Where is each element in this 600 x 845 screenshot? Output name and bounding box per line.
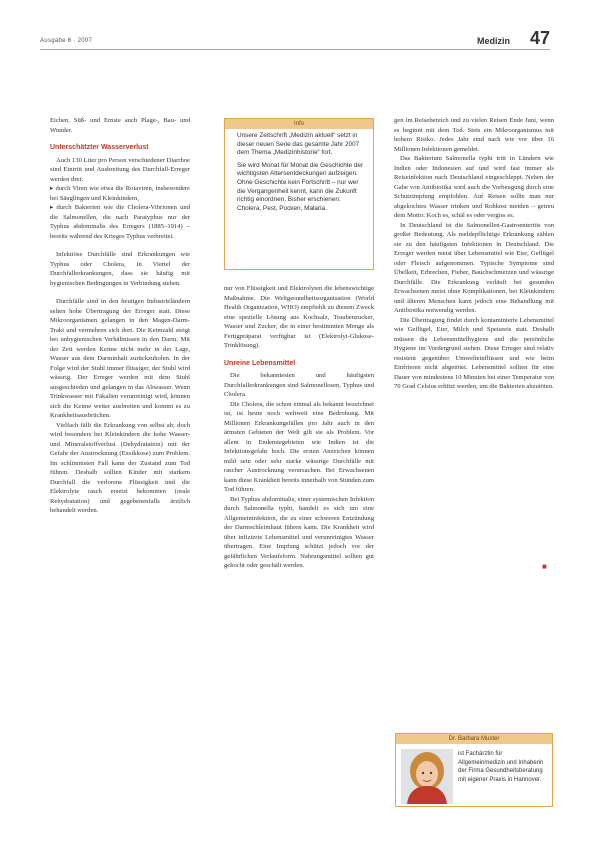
bullet-item: ▸ durch Bakterien wie die Cholera-Vibrionen und die Salmonellen, die nach Paratyphus nur der Typhus abdominalis des Erregers (1885–1914) – bereits während des Krieges Typhus verbreitet.	[50, 204, 190, 240]
info-paragraph: Sie wird Monat für Monat die Geschichte der wichtigsten Altersentdeckungen aufzeigen. Ohne Geschichte kein Fortschritt – nur wer die Vergangenheit kennt, kann die Zukunft richtig einordnen. Bisher erschienen: Cholera, Pest, Pocken, Malaria.	[237, 161, 364, 212]
column-2	[224, 284, 374, 571]
column-1	[50, 116, 190, 516]
paragraph: Durchfälle sind in den heutigen Industrieländern selten hohe Übertragung der Erreger statt. Diese Mikroorganismen gelangen in den Magen-Darm-Trakt und vermehren sich dort. Die Keimzahl steigt bei unhygienischen Verhältnissen in den Darm. Mit der Zeit werden Keime nicht mehr in der Lage, Wasser aus dem Darminhalt zurückzuholen. In der Folge wird der Stuhl immer flüssiger, der Stuhl wird wässrig. Der Erreger werden mit dem Stuhl ausgeschieden und gelangen in das Abwasser. Wenn Trinkwasser mit Fäkalien verunreinigt wird, können sich die Keime weiter ausbreiten und kommt es zu Krankheitsausbrüchen.	[50, 298, 190, 419]
heading-water-loss: Unterschätzter Wasserverlust	[50, 144, 149, 151]
paragraph: In Deutschland ist die Salmonellen-Gastroenteritis von großer Bedeutung. Als meldepflichtige Erkrankung zählen sie zu den häufigsten Infektionen in Deutschland. Die Erreger werden meist über Lebensmittel wie Eier, Geflügel oder Fleisch aufgenommen. Typische Symptome sind Übelkeit, Erbrechen, Fieber, Bauchschmerzen und wässrige Durchfälle. Die Erkrankung verläuft bei gesunden Erwachsenen meist ohne Komplikationen, bei Kleinkindern und älteren Menschen kann jedoch eine Behandlung mit Antibiotika notwendig werden.	[394, 221, 554, 314]
author-portrait	[401, 749, 453, 804]
paragraph: Infektiöse Durchfälle sind Erkrankungen wie Typhus oder Cholera, in Viertel der Durchfallerkrankungen, dass sie häufig mit hygienischen Bedingungen in Verbindung stehen.	[50, 251, 190, 287]
author-bio: ist Fachärztin für Allgemeinmedizin und Inhaberin der Firma Gesundheitsberatung mit eigener Praxis in Hannover.	[458, 751, 544, 783]
paragraph: Die bekanntesten und häufigsten Durchfallerkrankungen sind Salmonellosen, Typhus und Cholera.	[224, 372, 374, 398]
paragraph: Die Cholera, die schon einmal als bekannt bezeichnet ist, ist heute noch weltweit eine Bedrohung. Mit Millionen Erkrankungsfällen pro Jahr auch in den ärmsten Gebieten der Welt gilt sie als Problem. Vor allem in Endemiegebieten wie Indien ist die Infektionsgefahr hoch. Die ersten Anzeichen können mild sein oder sehr starke wässrige Durchfälle mit rascher Austrocknung verursachen. Bei Erwachsenen kann diese Krankheit bereits innerhalb von Stunden zum Tod führen.	[224, 400, 374, 493]
heading-impure-food: Unreine Lebensmittel	[224, 359, 296, 367]
bullet-item: ▸ durch Viren wie etwa die Rotaviren, insbesondere bei Säuglingen und Kleinkindern,	[50, 185, 190, 202]
info-box	[224, 118, 374, 270]
page-header	[40, 30, 550, 50]
paragraph: Auch 130 Liter pro Person verschiedener Diarrhoe sind Eintritt und Ausbreitung des Durchfall-Erreger werden drei:	[50, 156, 190, 183]
paragraph: nur von Flüssigkeit und Elektrolyten die lebenswichtige Maßnahme. Die Weltgesundheitsorganisation (World Health Organization, WHO) empfiehlt zu diesem Zweck eine spezielle Lösung aus Kochsalz, Traubenzucker, Wasser und Zucker, die in einer bestimmten Menge als Fertigpräparat verfügbar ist (Elektrolyt-Glukose-Trinklösung).	[224, 285, 374, 349]
page-number: 47	[529, 28, 550, 48]
author-box	[395, 733, 553, 807]
paragraph: Bei Typhus abdominalis, einer systemischen Infektion durch Salmonella typhi, handelt es sich um eine Allgemeininfektion, die zu einer schweren Entzündung der Darmschleimhaut führen kann. Die Krankheit wird über infizierte Lebensmittel und verunreinigtes Wasser übertragen. Eine Impfung schützt jedoch vor der gefährlichen Verlaufsform. Nahrungsmittel sollten gut gekocht oder geschält werden.	[224, 495, 374, 569]
info-paragraph: Unsere Zeitschrift „Medizin aktuell“ setzt in dieser neuen Serie das gesamte Jahr 2007 dem Thema „Medizinhistorie“ fort.	[237, 132, 360, 157]
info-box-title: Info	[225, 119, 373, 129]
portrait-illustration	[401, 749, 453, 804]
column-3	[394, 116, 554, 392]
paragraph: Das Bakterium Salmonella typhi tritt in Ländern wie Indien oder Indonesien auf und wird fast immer als Reiseinfektion nach Deutschland eingeschleppt. Neben der Gabe von Antibiotika wird auch die Vorbeugung durch eine Schutzimpfung empfohlen. Auf Reisen sollte man nur abgekochtes Wasser trinken und Rohkost meiden – getreu dem Motto: Koch es, schäl es oder vergiss es.	[394, 155, 554, 219]
paragraph: gen im Reisebereich und zu vielen Reisen Ende Juni, wenn es beginnt mit dem Tod. Stets ein Mikroorganismus mit hohem Risiko. Jedes Jahr sind nach wie vor über 16 Millionen Infektionen gemeldet.	[394, 117, 554, 153]
issue-date: Ausgabe 6 · 2007	[40, 38, 93, 44]
header-divider	[40, 49, 550, 50]
article-end-marker: ■	[542, 562, 547, 571]
intro-text: Eichen, Süß- und Ernste auch Plage-, Bau- und Wunder.	[50, 117, 190, 134]
paragraph: Die Übertragung findet durch kontaminierte Lebensmittel wie Geflügel, Eier, Milch und Speiseeis statt. Deshalb müssen die Lebensmittelhygiene und die persönliche Hygiene im Vordergrund stehen. Diese Erreger sind relativ resistent gegenüber Umwelteinflüssen und wie beim Einfrieren nicht abgetötet. Lebensmittel sollten für eine Dauer von mindestens 10 Minuten bei einer Temperatur von 70 Grad Celsius erhitzt werden, um die Bakterien abzutöten.	[394, 316, 554, 390]
paragraph: Vielfach fällt die Erkrankung von selbst ab; doch wird besonders bei Kleinkindern die hohe Wasser- und Mineralstoffverlust (Dehydratation) mit der Gefahr der Austrocknung (Exsikkose) zum Problem. Im schlimmsten Fall kann der Zustand zum Tod führen. Deshalb sollten Kinder mit starkem Durchfall die verlorene Flüssigkeit und die Elektrolyte rasch ersetzt bekommen (orale Rehydratation) und gegebenenfalls ärztlich behandelt werden.	[50, 421, 190, 514]
author-name: Dr. Barbara Muster	[396, 734, 552, 744]
section-title: Medizin	[477, 36, 510, 46]
